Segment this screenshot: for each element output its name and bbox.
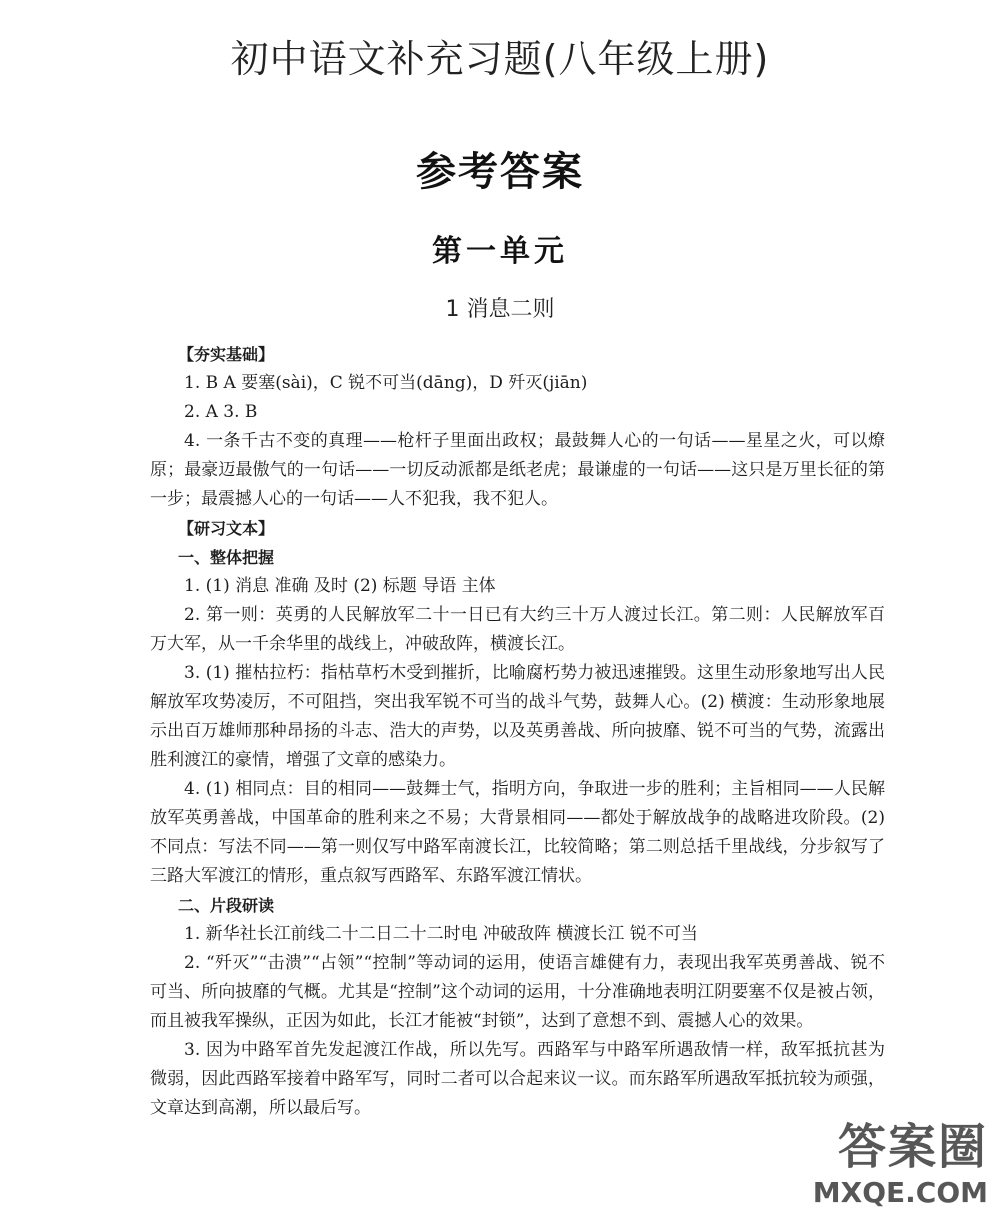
answer-site-logo: 答案圈 bbox=[837, 1119, 988, 1175]
lesson-title: 1 消息二则 bbox=[445, 297, 555, 322]
answer-excerpt-2: 2. “歼灭”“击溃”“占领”“控制”等动词的运用，使语言雄健有力，表现出我军英勇善战、锐不可当、所向披靡的气概。尤其是“控制”这个动词的运用，十分准确地表明江阴要塞不仅是被占领，而且被我军操纵，正因为如此，长江才能被“封锁”，达到了意想不到、震撼人心的效果。 bbox=[150, 953, 885, 1031]
section-heading-study: 【研习文本】 bbox=[178, 519, 275, 538]
answer-overall-4: 4. (1) 相同点：目的相同——鼓舞士气，指明方向，争取进一步的胜利；主旨相同——人民解放军英勇善战，中国革命的胜利来之不易；大背景相同——都处于解放战争的战略进攻阶段。(2) 不同点：写法不同——第一则仅写中路军南渡长江，比较简略；第二则总括千里战线，分步叙写了三路大军渡江的情形，重点叙写西路军、东路军渡江情状。 bbox=[150, 779, 885, 886]
answer-excerpt-3: 3. 因为中路军首先发起渡江作战，所以先写。西路军与中路军所遇敌情一样，敌军抵抗甚为微弱，因此西路军接着中路军写，同时二者可以合起来议一议。而东路军所遇敌军抵抗较为顽强，文章达到高潮，所以最后写。 bbox=[150, 1040, 885, 1118]
answer-basics-1: 1. B A 要塞(sài)，C 锐不可当(dāng)，D 歼灭(jiān) bbox=[184, 373, 588, 393]
answer-content bbox=[150, 340, 885, 1123]
book-title: 初中语文补充习题(八年级上册) bbox=[230, 37, 770, 81]
answer-basics-4: 4. 一条千古不变的真理——枪杆子里面出政权；最鼓舞人心的一句话——星星之火，可以燎原；最豪迈最傲气的一句话——一切反动派都是纸老虎；最谦虚的一句话——这只是万里长征的第一步；最震撼人心的一句话——人不犯我，我不犯人。 bbox=[150, 431, 885, 509]
answer-overall-2: 2. 第一则：英勇的人民解放军二十一日已有大约三十万人渡过长江。第二则：人民解放军百万大军，从一千余华里的战线上，冲破敌阵，横渡长江。 bbox=[150, 605, 885, 654]
subsection-heading-overall: 一、整体把握 bbox=[178, 548, 275, 567]
section-title: 参考答案 bbox=[416, 149, 584, 195]
answer-excerpt-1: 1. 新华社长江前线二十二日二十二时电 冲破敌阵 横渡长江 锐不可当 bbox=[184, 924, 698, 944]
unit-title: 第一单元 bbox=[432, 234, 568, 269]
answer-overall-3: 3. (1) 摧枯拉朽：指枯草朽木受到摧折，比喻腐朽势力被迅速摧毁。这里生动形象地写出人民解放军攻势凌厉，不可阻挡，突出我军锐不可当的战斗气势，鼓舞人心。(2) 横渡：生动形象地展示出百万雄师那种昂扬的斗志、浩大的声势，以及英勇善战、所向披靡、锐不可当的气势，流露出胜利渡江的豪情，增强了文章的感染力。 bbox=[150, 663, 885, 770]
answer-basics-2: 2. A 3. B bbox=[184, 402, 258, 422]
subsection-heading-excerpt: 二、片段研读 bbox=[178, 896, 275, 915]
section-heading-basics: 【夯实基础】 bbox=[178, 345, 275, 364]
answer-site-url: MXQE.COM bbox=[812, 1176, 988, 1209]
answer-overall-1: 1. (1) 消息 准确 及时 (2) 标题 导语 主体 bbox=[184, 576, 496, 596]
